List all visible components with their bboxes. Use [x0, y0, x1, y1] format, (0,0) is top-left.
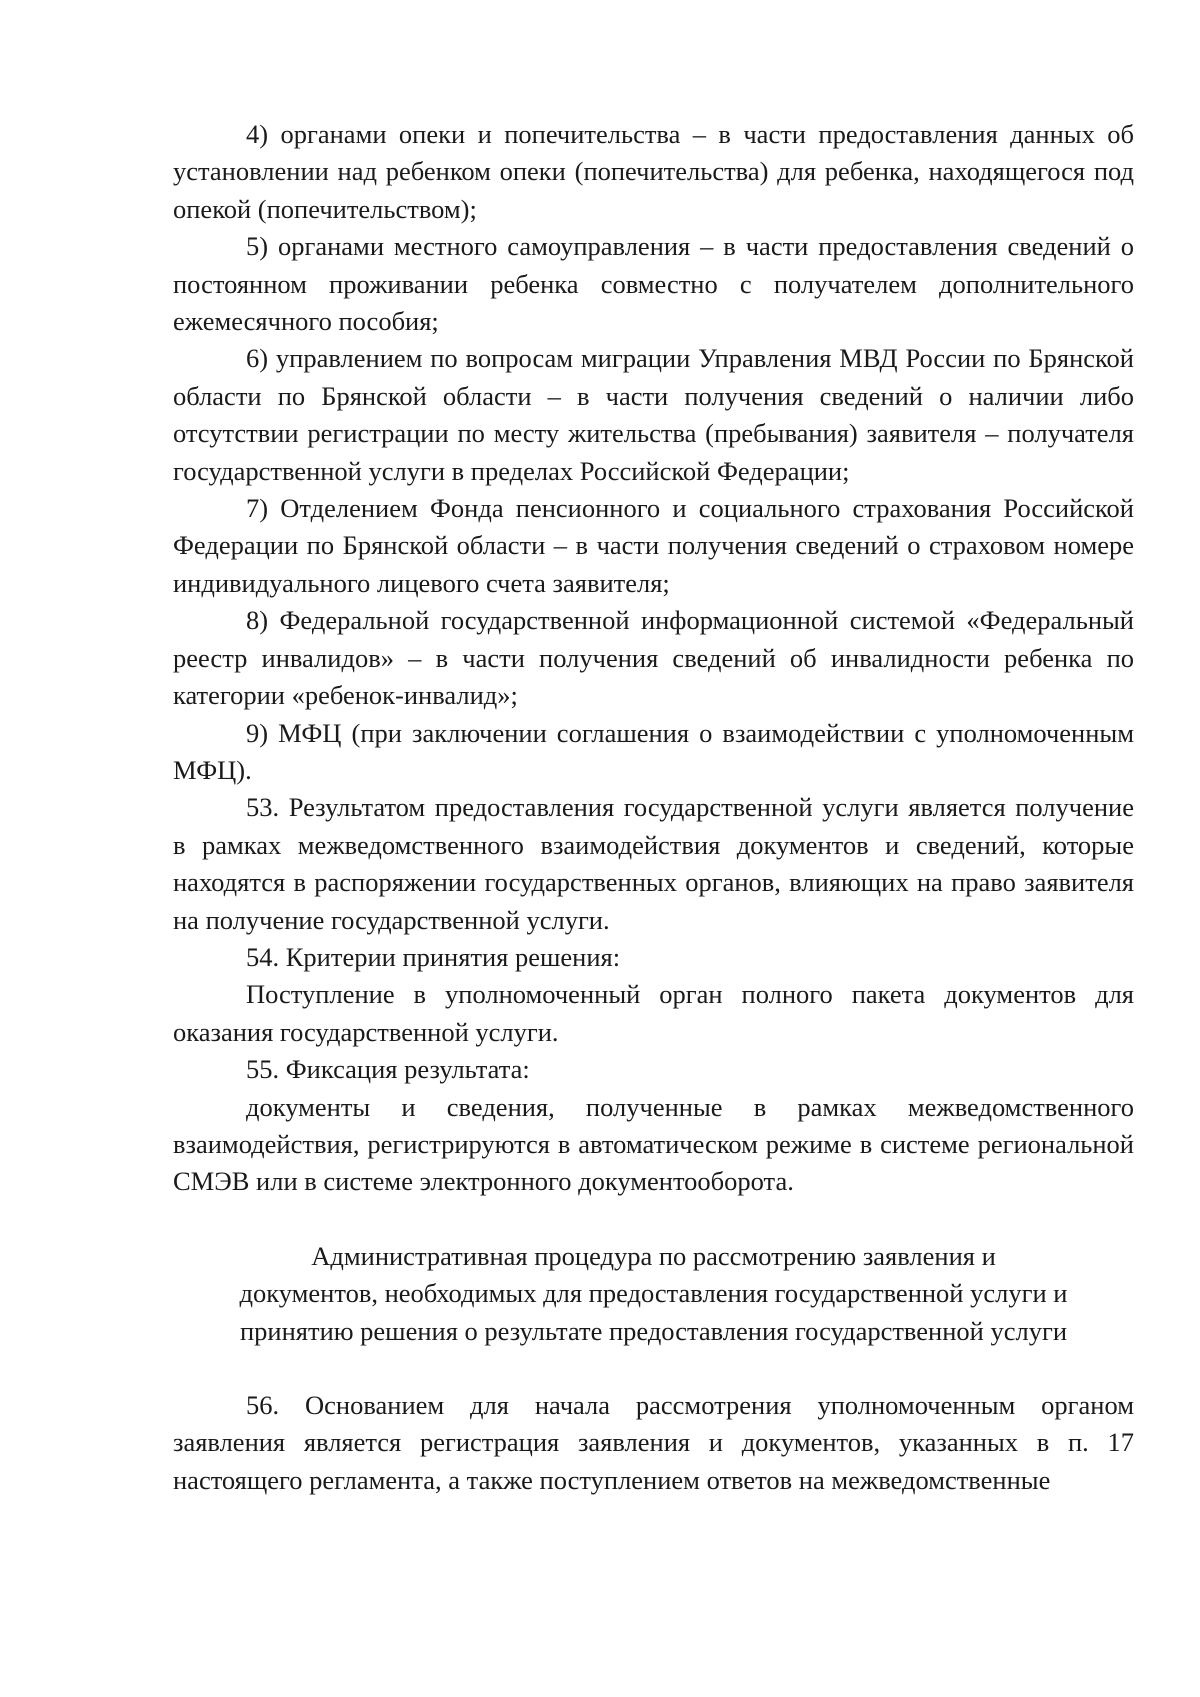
- paragraph-item-4: 4) органами опеки и попечительства – в части предоставления данных об установлении над ребенком опеки (попечительства) для ребенка, находящегося под опекой (попечительством);: [173, 119, 1134, 224]
- section-heading-line: Административная процедура по рассмотрению заявления и: [311, 1240, 996, 1271]
- paragraph-55-body: документы и сведения, полученные в рамках межведомственного взаимодействия, регистрируются в автоматическом режиме в системе региональной СМЭВ или в системе электронного документооборота.: [173, 1091, 1134, 1197]
- document-body: [173, 116, 1134, 1499]
- paragraph-item-8: 8) Федеральной государственной информационной системой «Федеральный реестр инвалидов» – в части получения сведений об инвалидности ребенка по категории «ребенок-инвалид»;: [173, 605, 1134, 711]
- paragraph-54-body: Поступление в уполномоченный орган полного пакета документов для оказания государственной услуги.: [173, 979, 1134, 1047]
- paragraph-item-9: 9) МФЦ (при заключении соглашения о взаимодействии с уполномоченным МФЦ).: [173, 717, 1134, 785]
- section-heading: [173, 1201, 1134, 1387]
- paragraph-54: 54. Критерии принятия решения:: [246, 941, 621, 972]
- section-heading-line: документов, необходимых для предоставления государственной услуги и: [239, 1278, 1068, 1309]
- paragraph-55: 55. Фиксация результата:: [246, 1054, 530, 1085]
- paragraph-53: 53. Результатом предоставления государственной услуги является получение в рамках межведомственного взаимодействия документов и сведений, которые находятся в распоряжении государственных органов, влияющих на право заявителя на получение государственной услуги.: [173, 792, 1134, 935]
- paragraph-56: 56. Основанием для начала рассмотрения уполномоченным органом заявления является регистрация заявления и документов, указанных в п. 17 настоящего регламента, а также поступлением ответов на межведомственные: [173, 1390, 1134, 1495]
- paragraph-item-5: 5) органами местного самоуправления – в части предоставления сведений о постоянном проживании ребенка совместно с получателем дополнительного ежемесячного пособия;: [173, 231, 1134, 337]
- paragraph-item-7: 7) Отделением Фонда пенсионного и социального страхования Российской Федерации по Брянской области – в части получения сведений о страховом номере индивидуального лицевого счета заявителя;: [173, 493, 1134, 598]
- section-heading-line: принятию решения о результате предоставления государственной услуги: [240, 1315, 1067, 1346]
- paragraph-item-6: 6) управлением по вопросам миграции Управления МВД России по Брянской области по Брянской области – в части получения сведений о наличии либо отсутствии регистрации по месту жительства (пребывания) заявителя – получателя государственной услуги в пределах Российской Федерации;: [173, 343, 1134, 486]
